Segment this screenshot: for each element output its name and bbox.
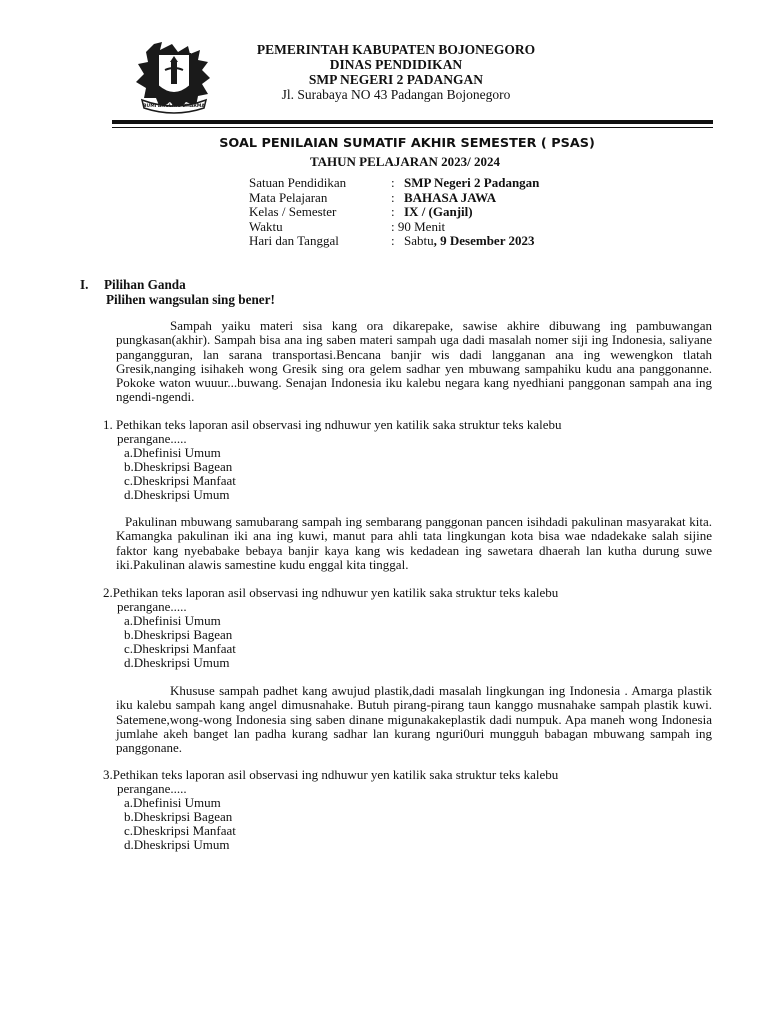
header-school: SMP NEGERI 2 PADANGAN: [308, 72, 484, 87]
answer-option: c.Dheskripsi Manfaat: [124, 640, 236, 656]
answer-option: a.Dhefinisi Umum: [124, 612, 221, 628]
question: [103, 418, 693, 501]
info-sep: :: [391, 233, 395, 249]
exam-info-table: [249, 176, 539, 249]
section-title: Pilihan Ganda: [104, 277, 186, 292]
info-value: SMP Negeri 2 Padangan: [404, 175, 540, 190]
question: [103, 586, 693, 669]
answer-option: a.Dhefinisi Umum: [124, 444, 221, 460]
answer-option: c.Dheskripsi Manfaat: [124, 472, 236, 488]
info-sep: :: [391, 189, 395, 205]
question-stem-cont: perangane.....: [117, 430, 187, 446]
section-instruction: Pilihen wangsulan sing bener!: [106, 292, 275, 307]
info-value: BAHASA JAWA: [404, 189, 497, 205]
answer-option: d.Dheskripsi Umum: [124, 654, 230, 670]
header-rule-thick: [112, 120, 713, 124]
info-label: Hari dan Tanggal: [249, 233, 339, 249]
reading-passage: Pakulinan mbuwang samubarang sampah ing sembarang panggonan pancen isihdadi pakulinan masyarakat kita. Kamangka pakulinan iki ana ing kuwi, manut para ahli tata lingkungan kota bisa wae ndadekake salah sijine faktor kang nyebabake bebaya banjir kaya kang wis kedadean ing sawetara dhaerah lan kutha durung suwe iki.Pakulinan alawis samestine kudu enggal kita tinggal.: [116, 514, 712, 572]
answer-option: d.Dheskripsi Umum: [124, 836, 230, 852]
info-row: [249, 220, 539, 235]
answer-option: a.Dhefinisi Umum: [124, 794, 221, 810]
info-label: Waktu: [249, 218, 283, 234]
question-stem: 1. Pethikan teks laporan asil observasi ing ndhuwur yen katilik saka struktur teks kalebu: [103, 417, 562, 432]
header-rule-thin: [112, 127, 713, 128]
info-row: [249, 176, 539, 191]
info-value: IX / (Ganjil): [404, 204, 473, 220]
question: [103, 768, 693, 851]
exam-year: TAHUN PELAJARAN 2023/ 2024: [309, 154, 501, 169]
header-address: Jl. Surabaya NO 43 Padangan Bojonegoro: [281, 87, 511, 102]
question-stem: 3.Pethikan teks laporan asil observasi ing ndhuwur yen katilik saka struktur teks kalebu: [103, 767, 559, 782]
letterhead: [230, 42, 562, 102]
answer-option: b.Dheskripsi Bagean: [124, 626, 233, 642]
info-day: Sabtu: [404, 233, 434, 249]
info-sep: :: [391, 175, 395, 190]
reading-passage: Sampah yaiku materi sisa kang ora dikarepake, sawise akhire dibuwang ing pambuwangan pungkasan(akhir). Sampah bisa ana ing saben materi sampah uga dadi masalah nomer siji ing Indonesia, saliyane pangangguran, lan sarana transportasi.Bencana banjir wis dadi langganan ana ing wewengkon tlatah Gresik,nanging isihakeh wong Gresik sing ora gelem sadhar yen mbuwang sampahiku kudu ana panggonanne. Pokoke waton wuuur...buwang. Senajan Indonesia iku kalebu negara kang nyedhiani panggonan sampah ana ing ngendi-ngendi.: [116, 318, 712, 405]
info-label: Satuan Pendidikan: [249, 175, 347, 190]
info-sep: : 90 Menit: [391, 218, 446, 234]
reading-passage: Khususe sampah padhet kang awujud plastik,dadi masalah lingkungan ing Indonesia . Amarga plastik iku kalebu sampah kang angel dimusnahake. Butuh pirang-pirang taun kanggo musnahake sampah plastik kuwi. Satemene,wong-wong Indonesia sing saben dinane migunakakeplastik dadi numpuk. Apa maneh wong Indonesia jumlahe akeh banget lan padha kurang sadhar lan kurang nguri0uri mungguh babagan mbuwang sampah ing panggonane.: [116, 683, 712, 756]
answer-option: c.Dheskripsi Manfaat: [124, 822, 236, 838]
answer-option: b.Dheskripsi Bagean: [124, 808, 233, 824]
bojonegoro-logo: [132, 40, 216, 114]
header-department: DINAS PENDIDIKAN: [329, 57, 463, 72]
info-label: Mata Pelajaran: [249, 189, 328, 205]
info-label: Kelas / Semester: [249, 204, 337, 220]
info-row: [249, 205, 539, 220]
section-number: I.: [80, 277, 89, 292]
question-stem-cont: perangane.....: [117, 780, 187, 796]
info-value: [401, 234, 539, 249]
logo-ribbon-text: BUMI ANGLING DHARMA: [143, 104, 205, 109]
section-heading: [80, 277, 275, 307]
info-date: , 9 Desember 2023: [433, 233, 535, 249]
info-sep: :: [391, 204, 395, 220]
header-government: PEMERINTAH KABUPATEN BOJONEGORO: [256, 42, 536, 57]
answer-option: d.Dheskripsi Umum: [124, 486, 230, 502]
answer-option: b.Dheskripsi Bagean: [124, 458, 233, 474]
question-stem: 2.Pethikan teks laporan asil observasi ing ndhuwur yen katilik saka struktur teks kalebu: [103, 585, 559, 600]
question-stem-cont: perangane.....: [117, 598, 187, 614]
exam-title: SOAL PENILAIAN SUMATIF AKHIR SEMESTER ( PSAS): [219, 136, 595, 151]
info-row: [249, 234, 539, 249]
info-row: [249, 191, 539, 206]
